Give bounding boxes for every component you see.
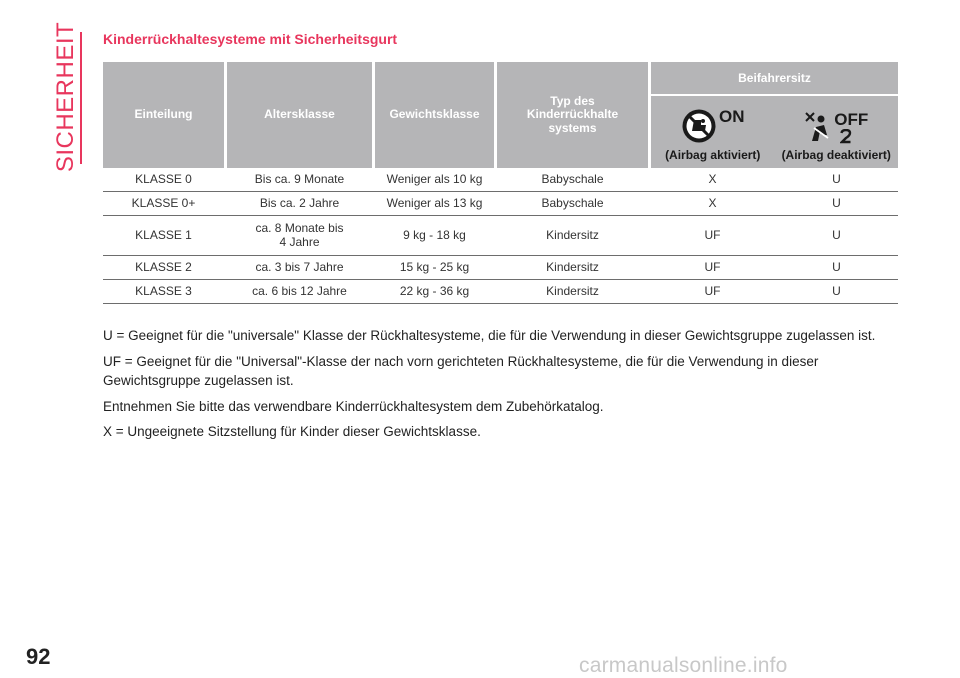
header-airbag-on — [651, 96, 775, 168]
header-typ-line3: systems — [548, 120, 597, 135]
cell-gewichtsklasse: 9 kg - 18 kg — [403, 227, 466, 242]
table-header — [103, 62, 898, 168]
cell-gewichtsklasse: Weniger als 13 kg — [386, 195, 483, 210]
table-row — [103, 216, 898, 256]
cell-gewichtsklasse: 22 kg - 36 kg — [399, 283, 470, 298]
cell-airbag-off: U — [832, 195, 841, 210]
header-airbag-off — [775, 96, 899, 168]
airbag-off-numeral-icon — [840, 129, 852, 144]
cell-typ: Kindersitz — [546, 259, 599, 274]
cell-altersklasse-line1: ca. 8 Monate bis — [255, 221, 344, 236]
cell-gewichtsklasse: 15 kg - 25 kg — [399, 259, 470, 274]
note-catalog: Entnehmen Sie bitte das verwendbare Kinderrückhaltesystem dem Zubehörkatalog. — [103, 398, 604, 414]
cell-einteilung: KLASSE 0+ — [131, 195, 196, 210]
cell-einteilung: KLASSE 2 — [135, 259, 192, 274]
cell-einteilung: KLASSE 3 — [135, 283, 192, 298]
cell-altersklasse: Bis ca. 2 Jahre — [259, 195, 340, 210]
note-u: U = Geeignet für die "universale" Klasse der Rückhaltesysteme, die für die Verwendung in dieser Gewichtsgruppe zugelassen ist. — [103, 328, 876, 343]
cell-typ: Babyschale — [541, 195, 604, 210]
cell-airbag-on: X — [708, 171, 717, 186]
airbag-on-caption: (Airbag aktiviert) — [665, 148, 761, 162]
side-accent-bar — [80, 32, 82, 164]
side-label-text: SICHERHEIT — [52, 21, 80, 173]
airbag-off-caption: (Airbag deaktiviert) — [781, 148, 891, 162]
header-altersklasse: Altersklasse — [227, 62, 372, 168]
header-einteilung: Einteilung — [103, 62, 224, 168]
table-row — [103, 168, 898, 192]
note-x: X = Ungeeignete Sitzstellung für Kinder dieser Gewichtsklasse. — [103, 424, 481, 440]
cell-airbag-off: U — [832, 283, 841, 298]
cell-typ: Kindersitz — [546, 227, 599, 242]
header-beifahrersitz: Beifahrersitz — [651, 62, 898, 94]
airbag-on-word: ON — [719, 107, 745, 126]
header-typ — [497, 62, 648, 168]
cell-gewichtsklasse: Weniger als 10 kg — [386, 171, 483, 186]
header-gewichtsklasse: Gewichtsklasse — [375, 62, 494, 168]
cell-altersklasse: ca. 3 bis 7 Jahre — [255, 259, 344, 274]
cell-airbag-off: U — [832, 259, 841, 274]
cell-einteilung: KLASSE 1 — [135, 227, 192, 242]
cell-einteilung: KLASSE 0 — [135, 171, 192, 186]
cell-airbag-off: U — [832, 227, 841, 242]
legend-notes — [103, 326, 903, 448]
page-number: 92 — [26, 644, 51, 669]
child-restraint-table — [103, 62, 898, 304]
cell-airbag-on: UF — [704, 259, 721, 274]
section-title: Kinderrückhaltesysteme mit Sicherheitsgurt — [103, 31, 398, 47]
table-row — [103, 280, 898, 304]
header-beifahrersitz-group — [651, 62, 898, 168]
section-side-label — [50, 21, 82, 173]
cell-altersklasse: ca. 6 bis 12 Jahre — [252, 283, 347, 298]
table-row — [103, 256, 898, 280]
site-watermark: carmanualsonline.info — [579, 654, 788, 677]
cell-airbag-off: U — [832, 171, 841, 186]
cell-airbag-on: X — [708, 195, 717, 210]
table-row — [103, 192, 898, 216]
airbag-off-passenger-icon — [804, 111, 832, 143]
airbag-on-child-seat-prohibited-icon — [681, 108, 717, 144]
cell-airbag-on: UF — [704, 283, 721, 298]
airbag-off-word: OFF — [834, 110, 869, 129]
cell-altersklasse — [227, 216, 372, 255]
cell-typ: Babyschale — [541, 171, 604, 186]
header-typ-line2: Kinderrückhalte — [526, 107, 619, 122]
cell-altersklasse: Bis ca. 9 Monate — [254, 171, 345, 186]
note-uf: UF = Geeignet für die "Universal"-Klasse der nach vorn gerichteten Rückhaltesysteme, die für die Verwendung in dieser Gewichtsgruppe zugelassen ist. — [103, 353, 819, 389]
cell-altersklasse-line2: 4 Jahre — [279, 234, 320, 249]
header-typ-line1: Typ des — [550, 94, 595, 109]
cell-typ: Kindersitz — [546, 283, 599, 298]
cell-airbag-on: UF — [704, 227, 721, 242]
